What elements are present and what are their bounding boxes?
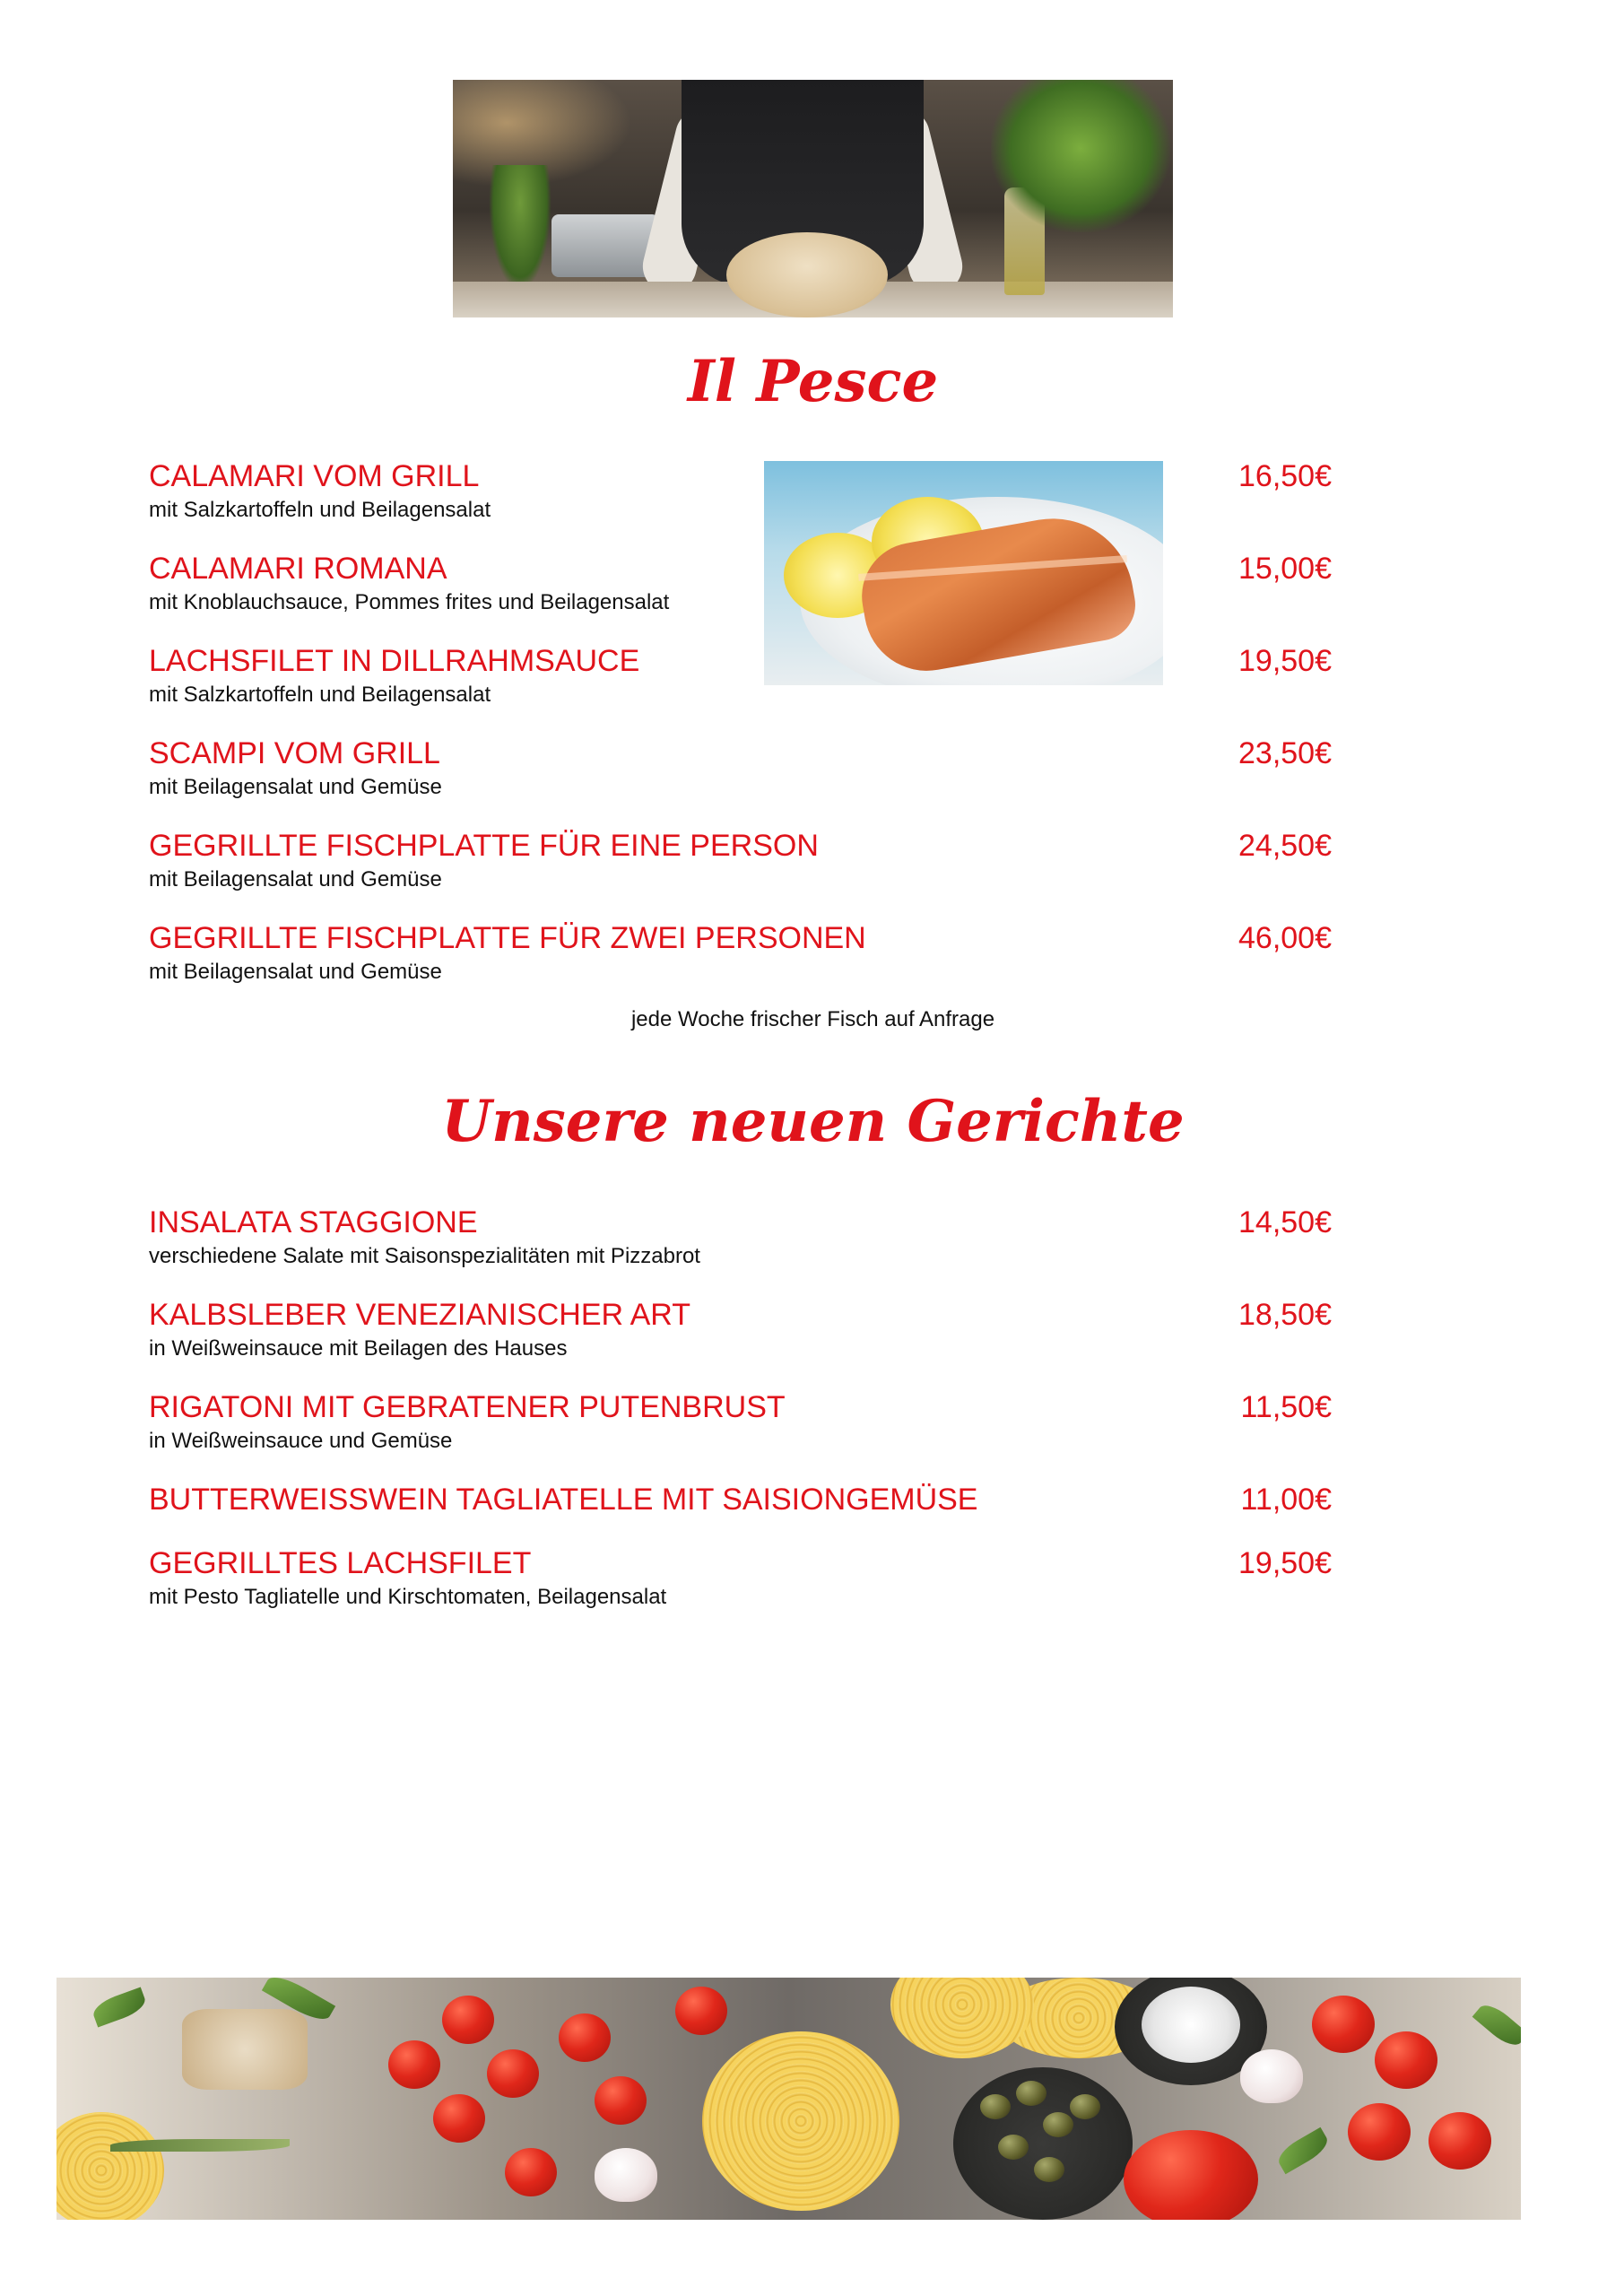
menu-item-description: in Weißweinsauce und Gemüse bbox=[149, 1429, 453, 1453]
menu-item-price: 18,50€ bbox=[1238, 1298, 1332, 1332]
menu-item-price: 11,50€ bbox=[1240, 1390, 1332, 1424]
section-title-new-dishes: Unsere neuen Gerichte bbox=[441, 1088, 1185, 1155]
menu-item-name: CALAMARI ROMANA bbox=[149, 552, 447, 586]
menu-item-name: CALAMARI VOM GRILL bbox=[149, 459, 480, 493]
menu-item-name: INSALATA STAGGIONE bbox=[149, 1205, 478, 1239]
chef-kneading-dough-photo bbox=[453, 80, 1173, 317]
menu-item-price: 24,50€ bbox=[1238, 829, 1332, 863]
menu-item-name: GEGRILLTE FISCHPLATTE FÜR EINE PERSON bbox=[149, 829, 819, 863]
fresh-fish-note: jede Woche frischer Fisch auf Anfrage bbox=[630, 1007, 995, 1031]
menu-item-price: 11,00€ bbox=[1240, 1483, 1332, 1517]
section-title-pesce: Il Pesce bbox=[687, 348, 939, 415]
menu-item-price: 23,50€ bbox=[1238, 736, 1332, 770]
menu-item-description: in Weißweinsauce mit Beilagen des Hauses bbox=[149, 1336, 568, 1361]
menu-item-price: 14,50€ bbox=[1238, 1205, 1332, 1239]
menu-item-price: 19,50€ bbox=[1238, 1546, 1332, 1580]
menu-item-name: KALBSLEBER VENEZIANISCHER ART bbox=[149, 1298, 691, 1332]
menu-item-description: mit Beilagensalat und Gemüse bbox=[149, 960, 442, 984]
menu-item-name: GEGRILLTE FISCHPLATTE FÜR ZWEI PERSONEN bbox=[149, 921, 866, 955]
menu-item-price: 15,00€ bbox=[1238, 552, 1332, 586]
menu-item-description: mit Knoblauchsauce, Pommes frites und Beilagensalat bbox=[149, 590, 670, 614]
menu-item-price: 19,50€ bbox=[1238, 644, 1332, 678]
menu-item-name: RIGATONI MIT GEBRATENER PUTENBRUST bbox=[149, 1390, 786, 1424]
menu-item-name: BUTTERWEISSWEIN TAGLIATELLE MIT SAISIONGEMÜSE bbox=[149, 1483, 978, 1517]
menu-item-name: GEGRILLTES LACHSFILET bbox=[149, 1546, 532, 1580]
pasta-ingredients-photo bbox=[56, 1978, 1521, 2220]
menu-item-name: SCAMPI VOM GRILL bbox=[149, 736, 440, 770]
menu-item-description: mit Beilagensalat und Gemüse bbox=[149, 867, 442, 891]
menu-item-description: mit Salzkartoffeln und Beilagensalat bbox=[149, 498, 491, 522]
menu-item-description: verschiedene Salate mit Saisonspezialitäten mit Pizzabrot bbox=[149, 1244, 700, 1268]
menu-item-price: 46,00€ bbox=[1238, 921, 1332, 955]
menu-item-description: mit Beilagensalat und Gemüse bbox=[149, 775, 442, 799]
menu-item-name: LACHSFILET IN DILLRAHMSAUCE bbox=[149, 644, 640, 678]
grilled-salmon-photo bbox=[764, 461, 1163, 685]
menu-item-description: mit Salzkartoffeln und Beilagensalat bbox=[149, 683, 491, 707]
menu-item-description: mit Pesto Tagliatelle und Kirschtomaten, Beilagensalat bbox=[149, 1585, 667, 1609]
menu-item-price: 16,50€ bbox=[1238, 459, 1332, 493]
